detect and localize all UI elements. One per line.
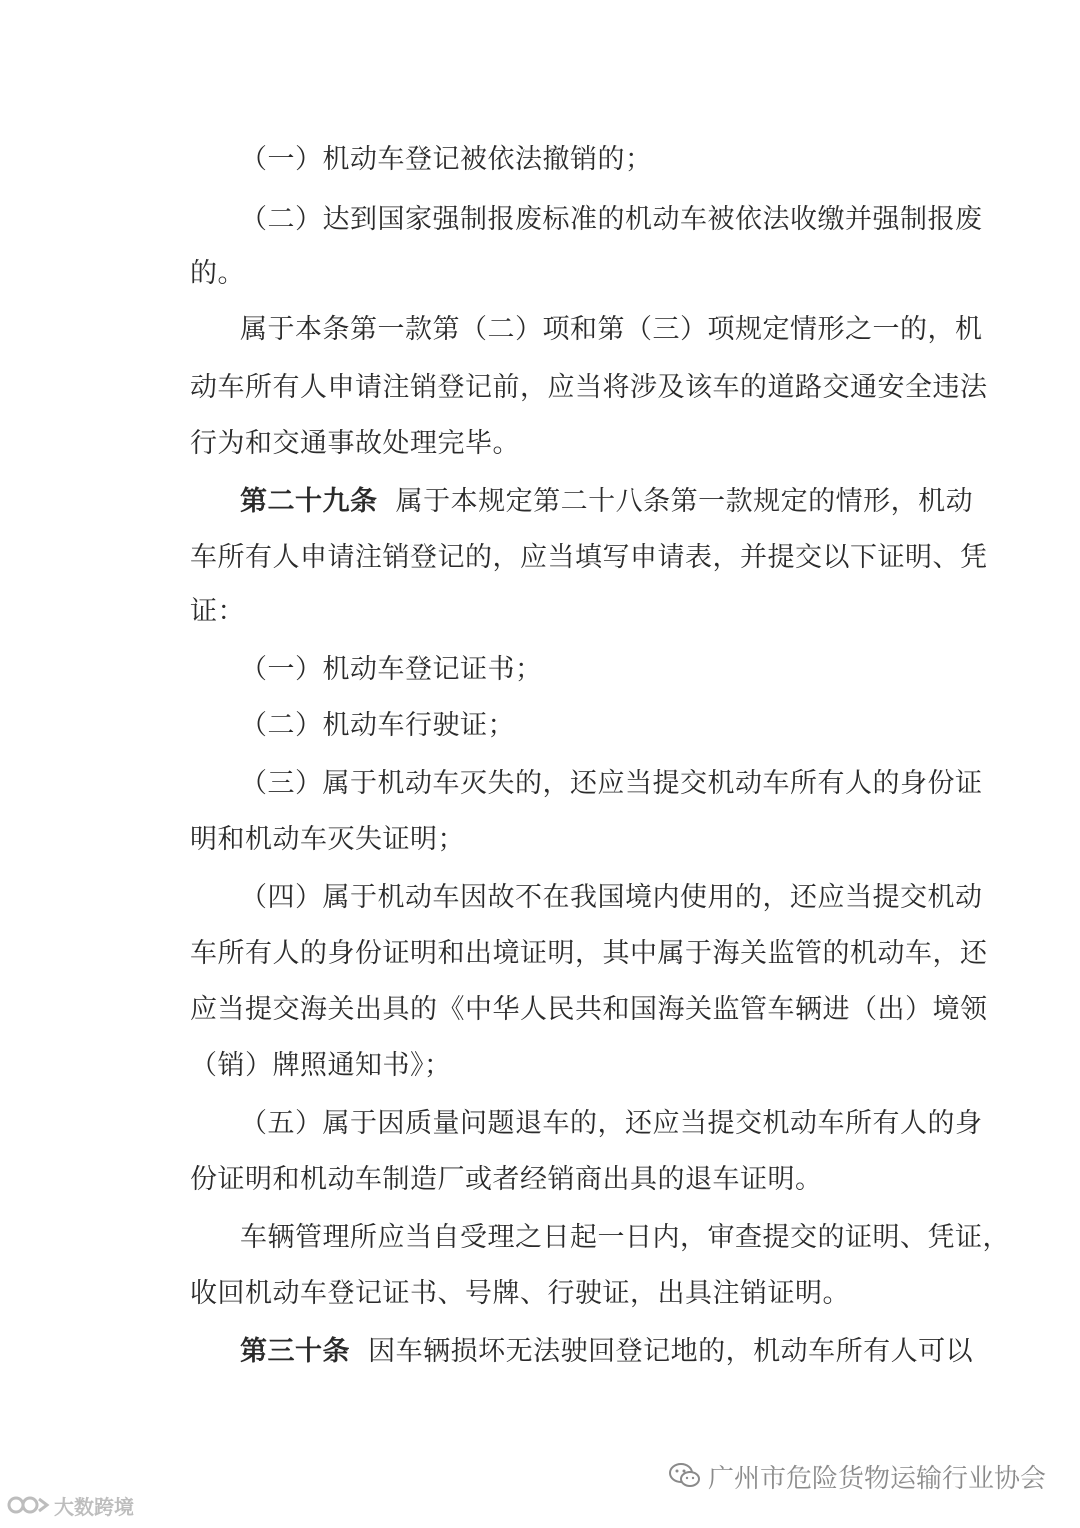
article-paragraph [240, 482, 974, 522]
article-paragraph [240, 1332, 974, 1372]
text-line: （二）机动车行驶证； [240, 710, 515, 741]
text-line: 因车辆损坏无法驶回登记地的，机动车所有人可以 [368, 1336, 974, 1367]
article-heading: 第二十九条 [240, 486, 378, 517]
watermark-left-text: 大数跨境 [54, 1494, 134, 1519]
text-line: 明和机动车灭失证明； [190, 824, 465, 855]
text-line: 收回机动车登记证书、号牌、行驶证，出具注销证明。 [190, 1278, 850, 1309]
text-line: 车辆管理所应当自受理之日起一日内，审查提交的证明、凭证， [240, 1222, 1010, 1253]
text-line: 动车所有人申请注销登记前，应当将涉及该车的道路交通安全违法 [190, 372, 988, 403]
text-line: 属于本条第一款第（二）项和第（三）项规定情形之一的，机 [240, 314, 983, 345]
text-line: （一）机动车登记证书； [240, 654, 543, 685]
text-line: （销）牌照通知书》； [190, 1050, 452, 1081]
text-line: 属于本规定第二十八条第一款规定的情形，机动 [395, 486, 974, 517]
text-line: 车所有人的身份证明和出境证明，其中属于海关监管的机动车，还 [190, 938, 988, 969]
text-line: （一）机动车登记被依法撤销的； [240, 144, 653, 175]
text-line: 份证明和机动车制造厂或者经销商出具的退车证明。 [190, 1164, 823, 1195]
text-line: 应当提交海关出具的《中华人民共和国海关监管车辆进（出）境领 [190, 994, 988, 1025]
text-line: 证： [190, 596, 245, 627]
text-line: （四）属于机动车因故不在我国境内使用的，还应当提交机动 [240, 882, 983, 913]
text-line: （二）达到国家强制报废标准的机动车被依法收缴并强制报废 [240, 204, 983, 235]
wechat-icon [668, 1461, 702, 1491]
text-line: 行为和交通事故处理完毕。 [190, 428, 520, 459]
text-line: （三）属于机动车灭失的，还应当提交机动车所有人的身份证 [240, 768, 983, 799]
article-heading: 第三十条 [240, 1336, 350, 1367]
text-line: 车所有人申请注销登记的，应当填写申请表，并提交以下证明、凭 [190, 542, 988, 573]
brand-logo-icon [6, 1493, 50, 1517]
text-line: 的。 [190, 258, 245, 289]
watermark-right [668, 1456, 1046, 1496]
watermark-right-text: 广州市危险货物运输行业协会 [708, 1463, 1047, 1494]
watermark-left [6, 1490, 134, 1520]
text-line: （五）属于因质量问题退车的，还应当提交机动车所有人的身 [240, 1108, 983, 1139]
